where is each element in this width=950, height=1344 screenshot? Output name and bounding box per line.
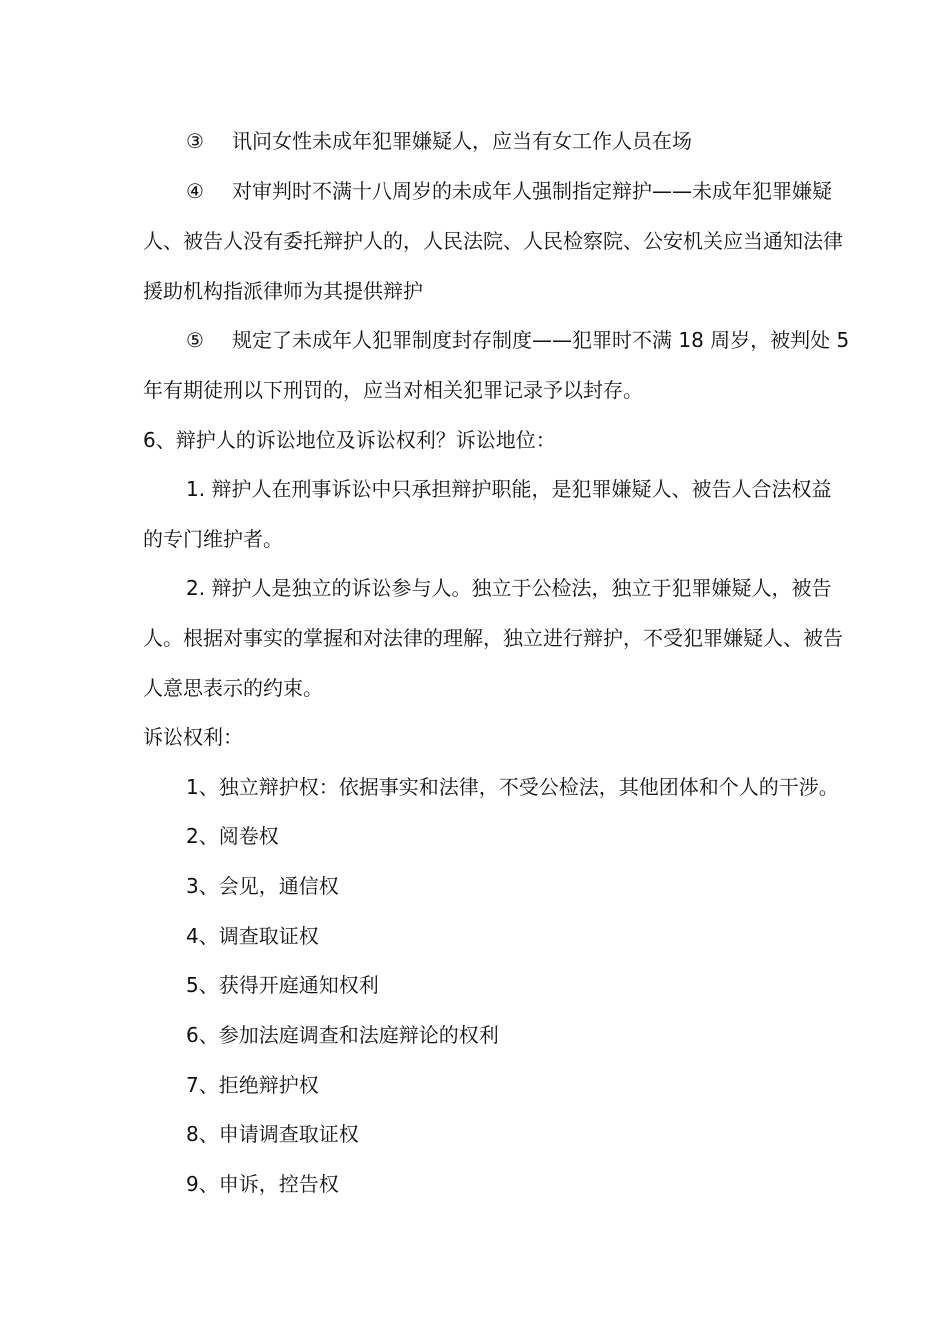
point-2-line-2: 人。根据对事实的掌握和对法律的理解，独立进行辩护，不受犯罪嫌疑人、被告 [143, 626, 843, 650]
item-4-marker: ④ [186, 179, 204, 203]
rights-heading: 诉讼权利： [143, 725, 243, 749]
item-3 [0, 127, 950, 155]
item-3-text: 讯问女性未成年犯罪嫌疑人，应当有女工作人员在场 [232, 129, 692, 153]
right-item: 2、阅卷权 [186, 824, 279, 848]
point-1-line-2: 的专门维护者。 [143, 527, 283, 551]
item-5-text-1: 规定了未成年人犯罪制度封存制度——犯罪时不满 18 周岁，被判处 5 [232, 328, 850, 352]
right-item: 5、获得开庭通知权利 [186, 973, 379, 997]
item-5-line-1 [0, 326, 950, 354]
item-3-marker: ③ [186, 129, 204, 153]
right-item: 1、独立辩护权：依据事实和法律，不受公检法，其他团体和个人的干涉。 [186, 775, 839, 799]
right-item: 3、会见，通信权 [186, 874, 339, 898]
right-item: 7、拒绝辩护权 [186, 1073, 319, 1097]
item-4-text-1: 对审判时不满十八周岁的未成年人强制指定辩护——未成年犯罪嫌疑 [232, 179, 832, 203]
item-5-marker: ⑤ [186, 328, 204, 352]
right-item: 8、申请调查取证权 [186, 1122, 359, 1146]
point-2-line-1: 2. 辩护人是独立的诉讼参与人。独立于公检法，独立于犯罪嫌疑人，被告 [186, 576, 832, 600]
right-item: 9、申诉，控告权 [186, 1172, 339, 1196]
item-4-line-2: 人、被告人没有委托辩护人的，人民法院、人民检察院、公安机关应当通知法律 [143, 229, 843, 253]
right-item: 6、参加法庭调查和法庭辩论的权利 [186, 1023, 499, 1047]
item-5-line-2: 年有期徒刑以下刑罚的，应当对相关犯罪记录予以封存。 [143, 378, 643, 402]
point-1-line-1: 1. 辩护人在刑事诉讼中只承担辩护职能，是犯罪嫌疑人、被告人合法权益 [186, 477, 832, 501]
right-item: 4、调查取证权 [186, 924, 319, 948]
point-2-line-3: 人意思表示的约束。 [143, 676, 323, 700]
item-4-line-1 [0, 177, 950, 205]
item-4-line-3: 援助机构指派律师为其提供辩护 [143, 279, 423, 303]
section-6-heading: 6、辩护人的诉讼地位及诉讼权利？诉讼地位： [143, 428, 556, 452]
